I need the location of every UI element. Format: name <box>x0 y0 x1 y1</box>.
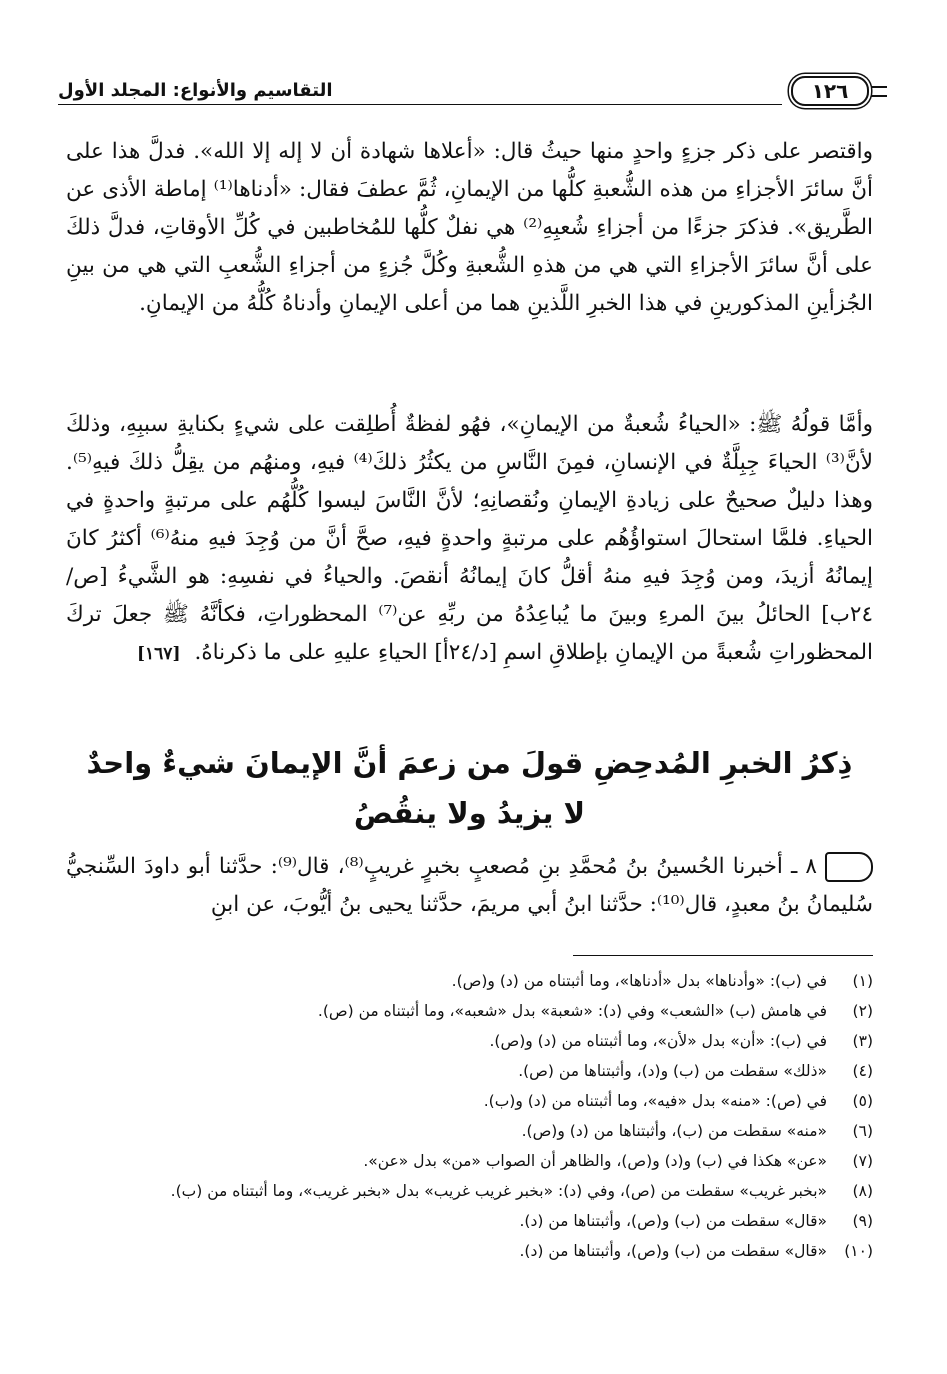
page-number: ١٢٦ <box>791 76 869 106</box>
footnote-number: (٦) <box>852 1122 873 1140</box>
footnote-number: (٩) <box>852 1212 873 1230</box>
heading-line-2: لا يزيدُ ولا ينقُصُ <box>353 796 586 830</box>
footnote-text: «بخبر غريب» سقطت من (ص)، وفي (د): «بخبر غريب غريب» بدل «بخبر غريب»، وما أثبتناه من (ب). <box>170 1182 827 1200</box>
footnote-text: في (ب): «أن» بدل «لأن»، وما أثبتناه من (د) و(ص). <box>489 1032 827 1050</box>
footnote <box>66 1206 873 1236</box>
section-heading <box>66 738 873 838</box>
footnote-text: في هامش (ب) «الشعب» وفي (د): «شعبة» بدل «شعبه»، وما أثبتناه من (ص). <box>317 1002 827 1020</box>
cross-reference-number: [١٦٧] <box>136 644 181 664</box>
footnote-text: «قال» سقطت من (ب) و(ص)، وأثبتناها من (د). <box>519 1242 827 1260</box>
hadith-paragraph <box>66 848 873 924</box>
running-title: التقاسيم والأنواع: المجلد الأول <box>58 80 333 101</box>
footnote <box>66 1236 873 1266</box>
footnote <box>66 1086 873 1116</box>
footnotes <box>66 966 873 1266</box>
footnote <box>66 966 873 996</box>
footnote <box>66 1116 873 1146</box>
footnote <box>66 996 873 1026</box>
footnote-text: في (ب): «وأدناها» بدل «أدناها»، وما أثبتناه من (د) و(ص). <box>451 972 827 990</box>
footnote-text: «قال» سقطت من (ب) و(ص)، وأثبتناها من (د). <box>519 1212 827 1230</box>
footnote-separator <box>573 955 873 956</box>
body-paragraph-1 <box>66 133 873 323</box>
footnote-text: «ذلك» سقطت من (ب) و(د)، وأثبتناها من (ص). <box>518 1062 827 1080</box>
footnote-number: (١٠) <box>844 1242 873 1260</box>
footnote-number: (٣) <box>852 1032 873 1050</box>
footnote-number: (٧) <box>852 1152 873 1170</box>
body-paragraph-2 <box>66 406 873 673</box>
paragraph-text: واقتصر على ذكر جزءٍ واحدٍ منها حيثُ قال: «أعلاها شهادة أن لا إله إلا الله». فدلَّ هذا على أنَّ سائرَ الأجزاءِ من هذه الشُّعبةِ كلُّها من الإيمانِ، ثُمَّ عطفَ فقال: «أدناها⁽¹⁾ إماطة الأذى عن الطَّريق». فذكرَ جزءًا من أجزاءِ شُعبِهِ⁽²⁾ هي نفلٌ كلُّها للمُخاطبين في كُلِّ الأوقاتِ، فدلَّ ذلكَ على أنَّ سائرَ الأجزاءِ التي هي من هذهِ الشُّعبةِ وكُلَّ جُزءٍ من أجزاءِ الشُّعبِ التي هي من بينِ الجُزأينِ المذكورينِ في هذا الخبرِ اللَّذينِ هما من أعلى الإيمانِ وأدناهُ كُلُّهُ من الإيمانِ. <box>66 139 873 316</box>
footnote-text: «عن» هكذا في (ب) و(د) و(ص)، والظاهر أن الصواب «من» بدل «عن». <box>363 1152 827 1170</box>
page-header <box>58 70 887 114</box>
footnote-number: (٥) <box>852 1092 873 1110</box>
paragraph-text <box>66 848 873 924</box>
page-number-ornament <box>871 86 887 97</box>
footnote-text: «منه» سقطت من (ب)، وأثبتناها من (د) و(ص). <box>521 1122 827 1140</box>
footnote-number: (٨) <box>852 1182 873 1200</box>
footnote <box>66 1176 873 1206</box>
footnote <box>66 1056 873 1086</box>
heading-line-1: ذِكرُ الخبرِ المُدحِضِ قولَ من زعمَ أنَّ الإيمانَ شيءٌ واحدٌ <box>86 746 853 780</box>
footnote-number: (٤) <box>852 1062 873 1080</box>
footnote-text: في (ص): «منه» بدل «فيه»، وما أثبتناه من (د) و(ب). <box>483 1092 827 1110</box>
header-rule <box>58 104 782 105</box>
footnote <box>66 1026 873 1056</box>
footnote-number: (١) <box>852 972 873 990</box>
footnote-number: (٢) <box>852 1002 873 1020</box>
paragraph-text-body: وأمَّا قولُهُ ﷺ: «الحياءُ شُعبةٌ من الإيمانِ»، فهُو لفظةٌ أُطلِقت على شيءٍ بكنايةِ سببِهِ، وذلكَ لأنَّ⁽³⁾ الحياءَ جِبِلَّةٌ في الإنسانِ، فمِنَ النَّاسِ من يكثُرُ ذلكَ⁽⁴⁾ فيهِ، ومنهُم من يقِلُّ ذلكَ فيهِ⁽⁵⁾. وهذا دليلٌ صحيحٌ على زيادةِ الإيمانِ ونُقصانِهِ؛ لأنَّ النَّاسَ ليسوا كُلُّهُم على مرتبةٍ واحدةٍ في الحياءِ. فلمَّا استحالَ استواؤُهُم على مرتبةٍ واحدةٍ فيهِ، صحَّ أنَّ من وُجِدَ فيهِ منهُ⁽⁶⁾ أكثرُ كانَ إيمانُهُ أزيدَ، ومن وُجِدَ فيهِ منهُ أقلُّ كانَ إيمانُهُ أنقصَ. والحياءُ في نفسِهِ: هو الشَّيءُ [ص/٢٤ب] الحائلُ بينَ المرءِ وبينَ ما يُباعِدُهُ من ربِّهِ عن⁽⁷⁾ المحظوراتِ، فكأنَّهُ ﷺ جعلَ تركَ المحظوراتِ شُعبةً من الإيمانِ بإطلاقِ اسمِ [د/٢٤أ] الحياءِ عليهِ على ما ذكرناهُ. <box>66 412 874 665</box>
paragraph-text <box>66 406 873 673</box>
hadith-number-marker <box>825 852 873 882</box>
footnote <box>66 1146 873 1176</box>
hadith-text: ٨ ـ أخبرنا الحُسينُ بنُ مُحمَّدِ بنِ مُصعبٍ بخبرٍ غريبٍ⁽⁸⁾، قال⁽⁹⁾: حدَّثنا أبو داودَ السِّنجيُّ سُليمانُ بنُ معبدٍ، قال⁽¹⁰⁾: حدَّثنا ابنُ أبي مريمَ، حدَّثنا يحيى بنُ أيُّوبَ، عن ابنِ <box>66 854 873 917</box>
